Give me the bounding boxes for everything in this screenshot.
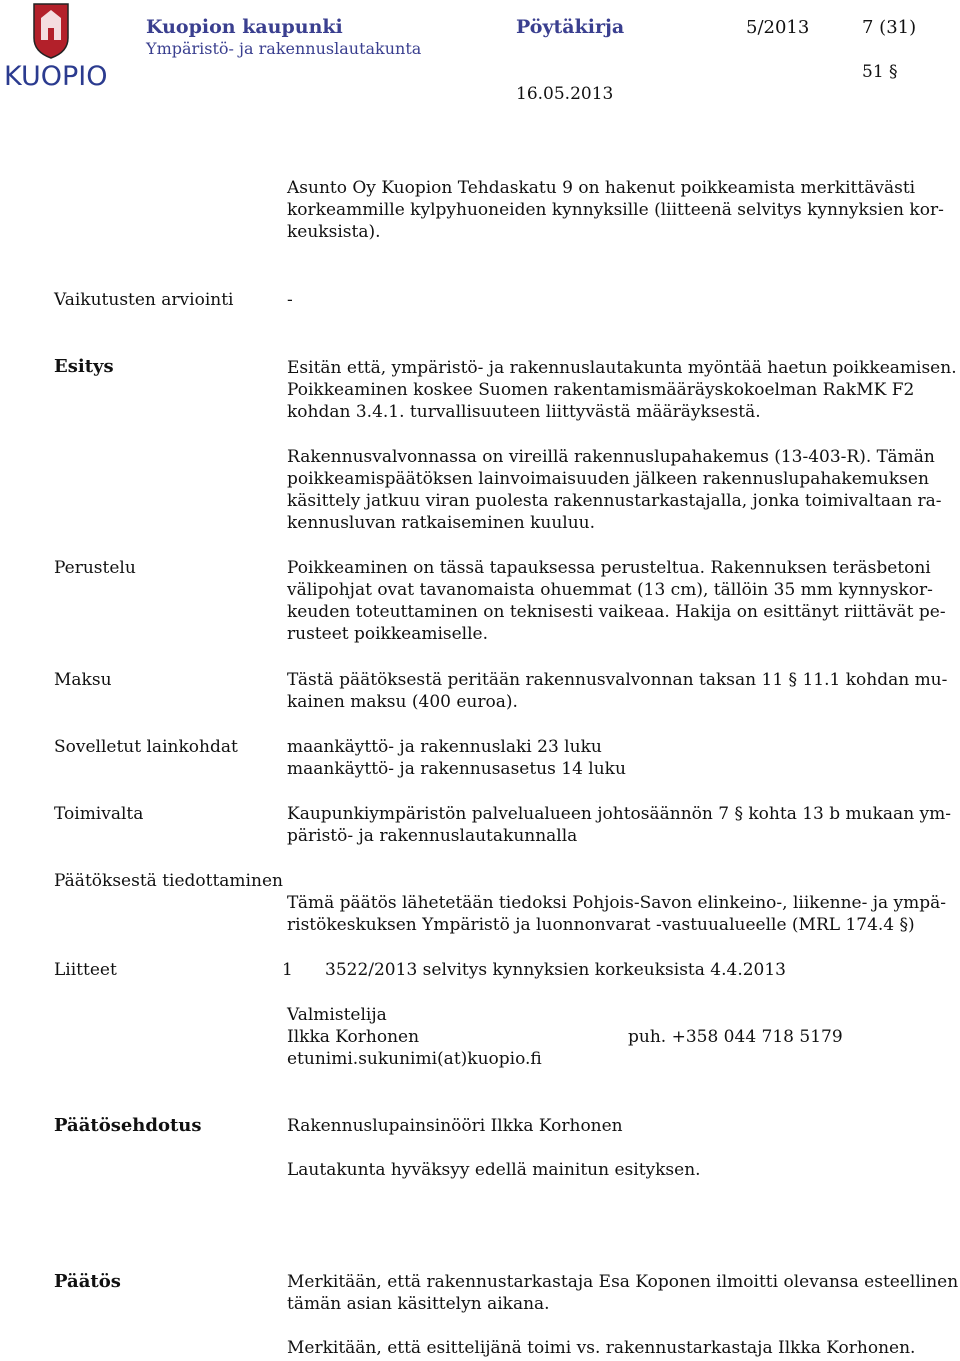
esitys-line: Rakennusvalvonnassa on vireillä rakennuslupahakemus (13-403-R). Tämän [287,447,935,467]
esitys-paragraph-1 [287,357,955,423]
toimivalta-paragraph [287,803,955,847]
toimivalta-line: päristö- ja rakennuslautakunnalla [287,826,578,846]
intro-paragraph [287,177,955,243]
toimivalta-label: Toimivalta [54,804,144,824]
perustelu-line: Poikkeaminen on tässä tapauksessa perusteltua. Rakennuksen teräsbetoni [287,558,931,578]
valmistelija-title: Valmistelija [287,1005,387,1025]
perustelu-label: Perustelu [54,558,136,578]
perustelu-line: keuden toteuttaminen on teknisesti vaikeaa. Hakija on esittänyt riittävät pe- [287,602,946,622]
valmistelija-block [287,1004,955,1070]
liite-text: 3522/2013 selvitys kynnyksien korkeuksista 4.4.2013 [325,960,787,980]
page-number: 7 (31) [862,17,917,38]
kuopio-logo [4,2,108,94]
vaikutusten-value: - [287,290,293,310]
section-number: 51 § [862,62,898,82]
perustelu-paragraph [287,557,955,645]
esitys-line: Esitän että, ympäristö- ja rakennuslautakunta myöntää haetun poikkeamisen. [287,358,957,378]
valmistelija-phone: puh. +358 044 718 5179 [628,1027,843,1047]
liite-number: 1 [282,960,293,980]
paatosehdotus-text: Lautakunta hyväksyy edellä mainitun esityksen. [287,1160,701,1180]
maksu-paragraph [287,669,955,713]
sovelletut-line: maankäyttö- ja rakennusasetus 14 luku [287,759,626,779]
meeting-date: 16.05.2013 [516,84,614,104]
esitys-line: kennusluvan ratkaiseminen kuuluu. [287,513,596,533]
logo-text: KUOPIO [4,61,108,92]
esitys-label: Esitys [54,356,114,377]
toimivalta-line: Kaupunkiympäristön palvelualueen johtosäännön 7 § kohta 13 b mukaan ym- [287,804,952,824]
organization-name: Kuopion kaupunki [146,16,343,38]
paatosehdotus-label: Päätösehdotus [54,1115,202,1136]
maksu-line: Tästä päätöksestä peritään rakennusvalvonnan taksan 11 § 11.1 kohdan mu- [287,670,948,690]
paatos-paragraph-2: Merkitään, että esittelijänä toimi vs. rakennustarkastaja Ilkka Korhonen. [287,1338,916,1358]
intro-line: keuksista). [287,222,381,242]
esitys-line: kohdan 3.4.1. turvallisuuteen liittyvästä määräyksestä. [287,402,761,422]
tiedottaminen-paragraph [287,892,955,936]
paatos-line: tämän asian käsittelyn aikana. [287,1294,550,1314]
liitteet-label: Liitteet [54,960,117,980]
tiedottaminen-label: Päätöksestä tiedottaminen [54,871,283,891]
esitys-line: Poikkeaminen koskee Suomen rakentamismääräyskokoelman RakMK F2 [287,380,915,400]
tiedottaminen-line: ristökeskuksen Ympäristö ja luonnonvarat -vastuualueelle (MRL 174.4 §) [287,915,915,935]
tiedottaminen-line: Tämä päätös lähetetään tiedoksi Pohjois-Savon elinkeino-, liikenne- ja ympä- [287,893,947,913]
vaikutusten-label: Vaikutusten arviointi [54,290,234,310]
esitys-line: poikkeamispäätöksen lainvoimaisuuden jälkeen rakennuslupahakemuksen [287,469,929,489]
perustelu-line: rusteet poikkeamiselle. [287,624,489,644]
sovelletut-label: Sovelletut lainkohdat [54,737,238,757]
paatosehdotus-author: Rakennuslupainsinööri Ilkka Korhonen [287,1116,623,1136]
document-type: Pöytäkirja [516,16,625,38]
valmistelija-name: Ilkka Korhonen [287,1027,420,1047]
sovelletut-paragraph [287,736,955,780]
perustelu-line: välipohjat ovat tavanomaista ohuemmat (13 cm), tällöin 35 mm kynnyskor- [287,580,933,600]
maksu-label: Maksu [54,670,112,690]
document-number: 5/2013 [746,17,810,38]
esitys-paragraph-2 [287,446,955,534]
sovelletut-line: maankäyttö- ja rakennuslaki 23 luku [287,737,602,757]
intro-line: korkeammille kylpyhuoneiden kynnyksille (liitteenä selvitys kynnyksien kor- [287,200,944,220]
maksu-line: kainen maksu (400 euroa). [287,692,518,712]
paatos-label: Päätös [54,1271,121,1292]
paatos-paragraph-1 [287,1271,959,1315]
paatos-line: Merkitään, että rakennustarkastaja Esa Koponen ilmoitti olevansa esteellinen [287,1272,959,1292]
esitys-line: käsittely jatkuu viran puolesta rakennustarkastajalla, jonka toimivaltaan ra- [287,491,942,511]
committee-name: Ympäristö- ja rakennuslautakunta [146,39,422,58]
intro-line: Asunto Oy Kuopion Tehdaskatu 9 on hakenut poikkeamista merkittävästi [287,178,916,198]
valmistelija-email: etunimi.sukunimi(at)kuopio.fi [287,1049,542,1069]
